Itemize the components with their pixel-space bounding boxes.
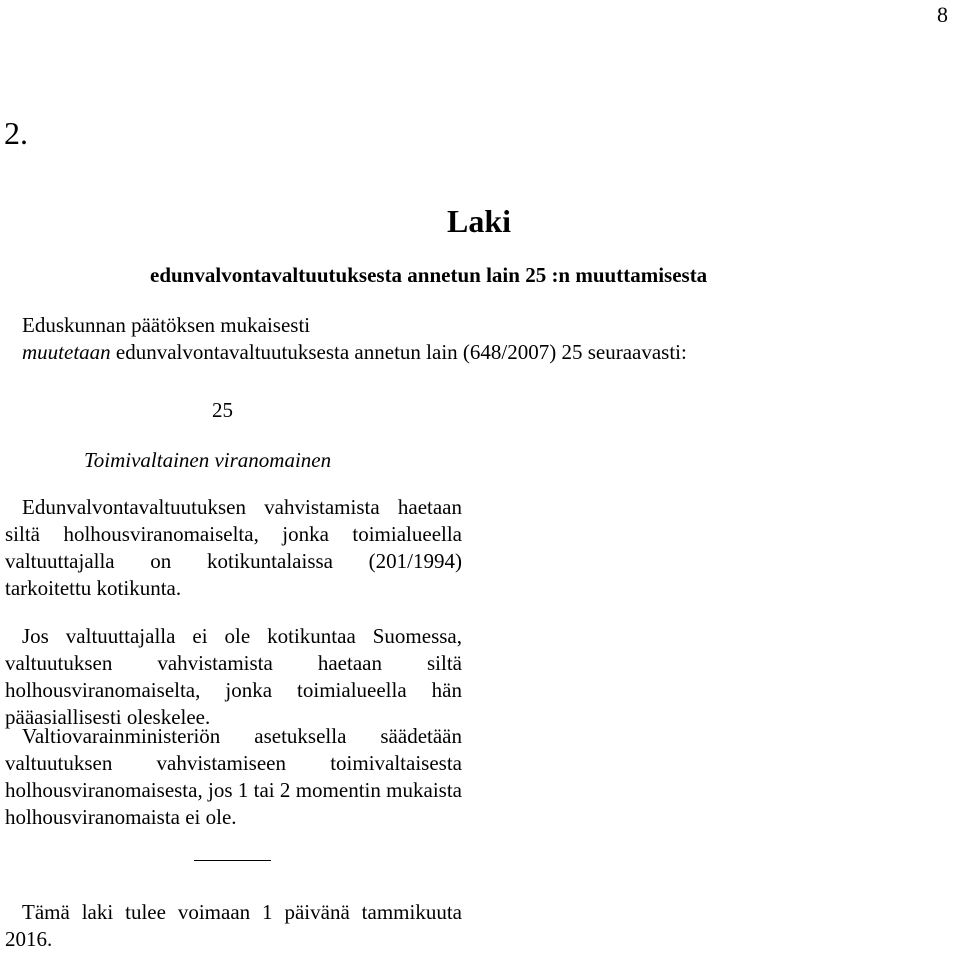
section-divider bbox=[194, 860, 271, 861]
section-number: 2. bbox=[4, 115, 28, 151]
paragraph-text: Tämä laki tulee voimaan 1 päivänä tammikuuta 2016. bbox=[5, 900, 462, 951]
section-paragraph-2 bbox=[5, 623, 462, 731]
page-number: 8 bbox=[937, 2, 948, 27]
section-label: 25 bbox=[212, 398, 233, 422]
entry-into-force-paragraph bbox=[5, 899, 462, 953]
paragraph-text: Edunvalvontavaltuutuksen vahvistamista haetaan siltä holhousviranomaiselta, jonka toimialueella valtuuttajalla on kotikuntalaissa (201/1994) tarkoitettu kotikunta. bbox=[5, 495, 462, 600]
preamble-line: Eduskunnan päätöksen mukaisesti bbox=[22, 313, 311, 337]
paragraph-text: Jos valtuuttajalla ei ole kotikuntaa Suomessa, valtuutuksen vahvistamista haetaan siltä holhousviranomaiselta, jonka toimialueella hän pääasiallisesti oleskelee. bbox=[5, 624, 462, 729]
amendment-clause bbox=[22, 340, 687, 365]
amendment-verb: muutetaan bbox=[22, 340, 111, 364]
paragraph-text: Valtiovarainministeriön asetuksella säädetään valtuutuksen vahvistamiseen toimivaltaisesta holhousviranomaisesta, jos 1 tai 2 momentin mukaista holhousviranomaista ei ole. bbox=[5, 724, 462, 829]
section-paragraph-3 bbox=[5, 723, 462, 831]
section-paragraph-1 bbox=[5, 494, 462, 602]
section-heading: Toimivaltainen viranomainen bbox=[84, 448, 332, 472]
law-subtitle: edunvalvontavaltuutuksesta annetun lain 25 :n muuttamisesta bbox=[150, 263, 708, 287]
amendment-text: edunvalvontavaltuutuksesta annetun lain (648/2007) 25 seuraavasti: bbox=[110, 340, 687, 364]
law-title: Laki bbox=[447, 203, 512, 239]
